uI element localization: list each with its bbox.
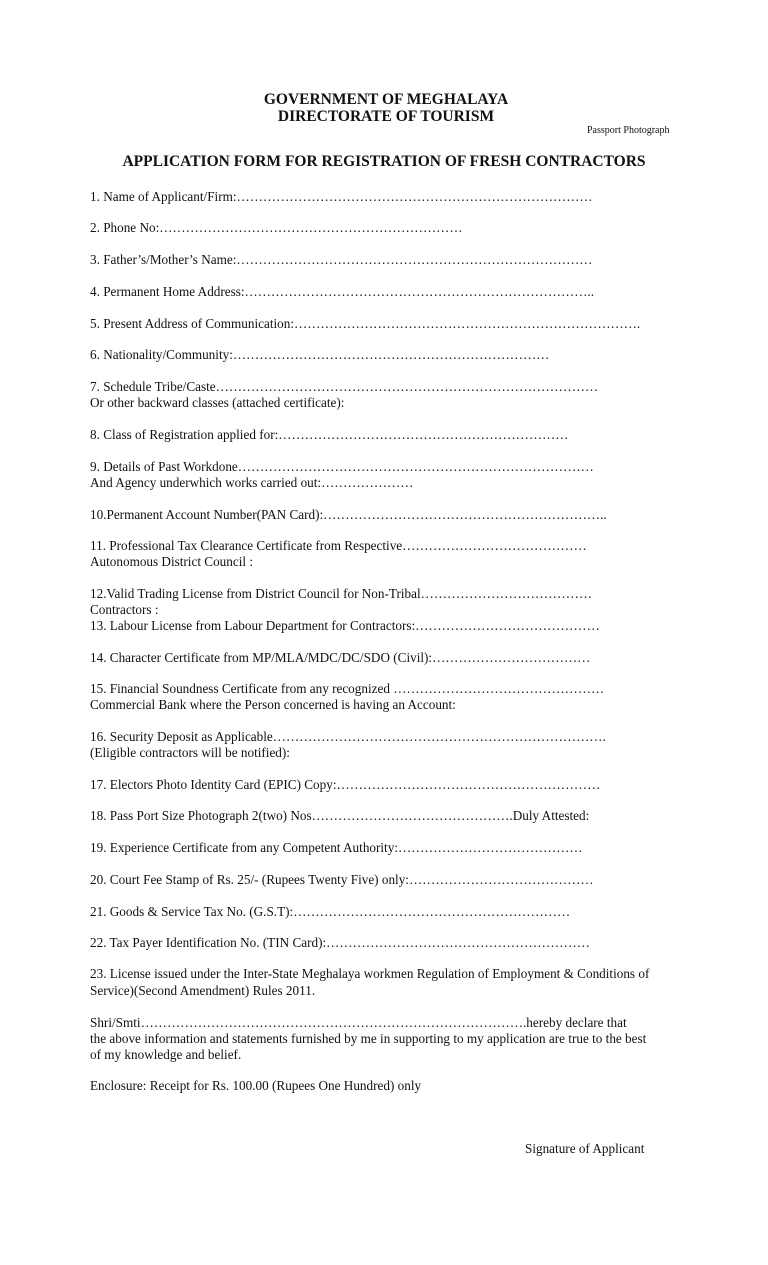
field-security-deposit-cont: (Eligible contractors will be notified): [90,745,290,760]
field-experience-certificate: 19. Experience Certificate from any Competent Authority:…………………………………… [90,840,583,855]
field-parent-name: 3. Father’s/Mother’s Name:……………………………………………………………………… [90,252,593,267]
field-passport-photograph: 18. Pass Port Size Photograph 2(two) Nos……………………………………….Duly Attested: [90,808,590,823]
field-phone-no: 2. Phone No:…………………………………………………………… [90,220,463,235]
field-character-certificate: 14. Character Certificate from MP/MLA/MDC/DC/SDO (Civil):……………………………… [90,650,591,665]
passport-photo-label: Passport Photograph [587,125,670,136]
field-interstate-license: 23. License issued under the Inter-State Meghalaya workmen Regulation of Employment & Conditions of [90,966,650,981]
enclosure-note: Enclosure: Receipt for Rs. 100.00 (Rupees One Hundred) only [90,1078,422,1093]
declaration-line-3: of my knowledge and belief. [90,1047,242,1062]
signature-label: Signature of Applicant [525,1141,645,1156]
field-epic-copy: 17. Electors Photo Identity Card (EPIC) Copy:…………………………………………………… [90,777,601,792]
field-court-fee-stamp: 20. Court Fee Stamp of Rs. 25/- (Rupees Twenty Five) only:…………………………………… [90,872,594,887]
field-name-of-applicant: 1. Name of Applicant/Firm:……………………………………………………………………… [90,189,593,204]
field-schedule-tribe-cont: Or other backward classes (attached certificate): [90,395,345,410]
field-labour-license: 13. Labour License from Labour Department for Contractors:…………………………………… [90,618,600,633]
form-title: APPLICATION FORM FOR REGISTRATION OF FRESH CONTRACTORS [122,153,646,170]
field-professional-tax-cont: Autonomous District Council : [90,554,254,569]
field-permanent-address: 4. Permanent Home Address:…………………………………………………………………….. [90,284,595,299]
field-class-of-registration: 8. Class of Registration applied for:………………………………………………………… [90,427,569,442]
field-tin-card: 22. Tax Payer Identification No. (TIN Card):…………………………………………………… [90,935,590,950]
field-trading-license-cont: Contractors : [90,602,159,617]
field-past-workdone-cont: And Agency underwhich works carried out:………………… [90,475,414,490]
government-heading: GOVERNMENT OF MEGHALAYA [263,91,509,108]
field-security-deposit: 16. Security Deposit as Applicable…………………………………………………………………. [90,729,606,744]
field-schedule-tribe: 7. Schedule Tribe/Caste…………………………………………………………………………… [90,379,599,394]
declaration-line-1: Shri/Smti…………………………………………………………………………….hereby declare that [90,1015,627,1030]
field-financial-soundness: 15. Financial Soundness Certificate from any recognized ………………………………………… [90,681,605,696]
field-trading-license: 12.Valid Trading License from District Council for Non-Tribal………………………………… [90,586,593,601]
field-pan-card: 10.Permanent Account Number(PAN Card):……………………………………………………….. [90,507,607,522]
declaration-line-2: the above information and statements furnished by me in supporting to my application are true to the best [90,1031,647,1046]
field-interstate-license-cont: Service)(Second Amendment) Rules 2011. [90,983,316,998]
field-gst-no: 21. Goods & Service Tax No. (G.S.T):……………………………………………………… [90,904,571,919]
field-professional-tax: 11. Professional Tax Clearance Certificate from Respective…………………………………… [90,538,587,553]
field-financial-soundness-cont: Commercial Bank where the Person concerned is having an Account: [90,697,456,712]
field-present-address: 5. Present Address of Communication:……………………………………………………………………. [90,316,641,331]
field-nationality: 6. Nationality/Community:……………………………………………………………… [90,347,550,362]
field-past-workdone: 9. Details of Past Workdone……………………………………………………………………… [90,459,594,474]
directorate-heading: DIRECTORATE OF TOURISM [277,108,495,125]
